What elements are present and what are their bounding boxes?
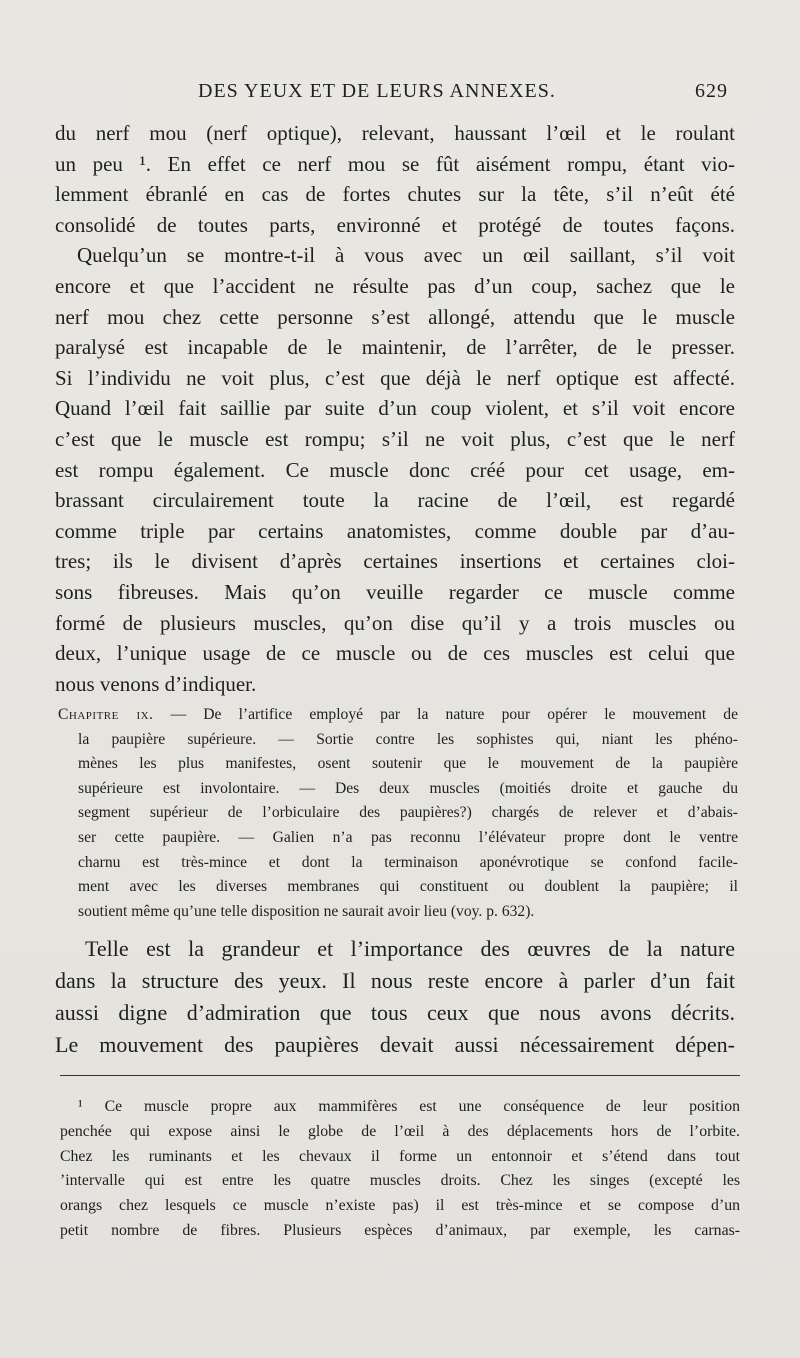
text-line: c’est que le muscle est rompu; s’il ne voit plus, c’est que le nerf bbox=[55, 426, 735, 451]
chapter-summary bbox=[58, 703, 738, 924]
footnote-line: penchée qui expose ainsi le globe de l’œil à des déplacements hors de l’orbite. bbox=[60, 1122, 740, 1140]
text-line: tres; ils le divisent d’après certaines insertions et certaines cloi- bbox=[55, 549, 735, 574]
text-line: du nerf mou (nerf optique), relevant, haussant l’œil et le roulant bbox=[55, 121, 735, 145]
page-number: 629 bbox=[695, 80, 728, 102]
footnote-divider bbox=[60, 1075, 740, 1076]
page-header bbox=[58, 80, 728, 110]
footnote-line: Chez les ruminants et les chevaux il forme un entonnoir et s’étend dans tout bbox=[60, 1147, 740, 1165]
text-line: est rompu également. Ce muscle donc créé pour cet usage, em- bbox=[55, 457, 735, 482]
chapter-line: — De l’artifice employé par la nature pour opérer le mouvement de bbox=[170, 706, 739, 723]
footnote-line: orangs chez lesquels ce muscle n’existe pas) il est très-mince et se compose d’un bbox=[60, 1197, 740, 1215]
text-line: Le mouvement des paupières devait aussi nécessairement dépen- bbox=[55, 1032, 735, 1057]
text-line: aussi digne d’admiration que tous ceux que nous avons décrits. bbox=[55, 1000, 735, 1025]
text-line: Telle est la grandeur et l’importance des œuvres de la nature bbox=[85, 936, 735, 961]
text-line: nous venons d’indiquer. bbox=[55, 671, 257, 696]
text-line: encore et que l’accident ne résulte pas d’un coup, sachez que le bbox=[55, 273, 735, 298]
paragraph-main-1 bbox=[55, 118, 735, 699]
chapter-line: ment avec les diverses membranes qui constituent ou doublent la paupière; il bbox=[78, 878, 738, 896]
text-line: nerf mou chez cette personne s’est allongé, attendu que le muscle bbox=[55, 304, 735, 329]
text-line: brassant circulairement toute la racine de l’œil, est regardé bbox=[55, 488, 735, 513]
chapter-line: supérieure est involontaire. — Des deux muscles (moitiés droite et gauche du bbox=[78, 779, 738, 797]
chapter-label: Chapitre ix. bbox=[58, 706, 154, 723]
text-line: sons fibreuses. Mais qu’on veuille regarder ce muscle comme bbox=[55, 579, 735, 604]
text-line: Quand l’œil fait saillie par suite d’un coup violent, et s’il voit encore bbox=[55, 396, 735, 421]
chapter-line: mènes les plus manifestes, osent soutenir que le mouvement de la paupière bbox=[78, 755, 738, 773]
chapter-line: segment supérieur de l’orbiculaire des paupières?) chargés de relever et d’abais- bbox=[78, 804, 738, 822]
text-line: lemment ébranlé en cas de fortes chutes sur la tête, s’il n’eût été bbox=[55, 182, 735, 207]
footnote bbox=[60, 1095, 740, 1244]
text-line: deux, l’unique usage de ce muscle ou de ces muscles est celui que bbox=[55, 641, 735, 666]
text-line: consolidé de toutes parts, environné et protégé de toutes façons. bbox=[55, 212, 735, 237]
chapter-line: soutient même qu’une telle disposition ne saurait avoir lieu (voy. p. 632). bbox=[78, 902, 535, 920]
footnote-line: petit nombre de fibres. Plusieurs espèces d’animaux, par exemple, les carnas- bbox=[60, 1221, 740, 1239]
paragraph-main-2 bbox=[55, 933, 735, 1061]
text-line: formé de plusieurs muscles, qu’on dise qu’il y a trois muscles ou bbox=[55, 610, 735, 635]
running-head: DES YEUX ET DE LEURS ANNEXES. bbox=[198, 80, 556, 102]
text-line: Quelqu’un se montre-t-il à vous avec un œil saillant, s’il voit bbox=[77, 243, 735, 268]
text-line: Si l’individu ne voit plus, c’est que déjà le nerf optique est affecté. bbox=[55, 365, 735, 390]
chapter-line: charnu est très-mince et dont la terminaison aponévrotique se confond facile- bbox=[78, 853, 738, 871]
text-line: paralysé est incapable de le maintenir, de l’arrêter, de le presser. bbox=[55, 335, 735, 360]
chapter-line: la paupière supérieure. — Sortie contre les sophistes qui, niant les phéno- bbox=[78, 730, 738, 748]
chapter-first-line bbox=[58, 703, 738, 728]
chapter-line: ser cette paupière. — Galien n’a pas reconnu l’élévateur propre dont le ventre bbox=[78, 828, 738, 846]
footnote-line: ¹ Ce muscle propre aux mammifères est une conséquence de leur position bbox=[78, 1098, 740, 1115]
footnote-line: ’intervalle qui est entre les quatre muscles droits. Chez les singes (excepté les bbox=[60, 1172, 740, 1190]
text-line: dans la structure des yeux. Il nous reste encore à parler d’un fait bbox=[55, 968, 735, 993]
text-line: comme triple par certains anatomistes, comme double par d’au- bbox=[55, 518, 735, 543]
text-line: un peu ¹. En effet ce nerf mou se fût aisément rompu, étant vio- bbox=[55, 151, 735, 176]
